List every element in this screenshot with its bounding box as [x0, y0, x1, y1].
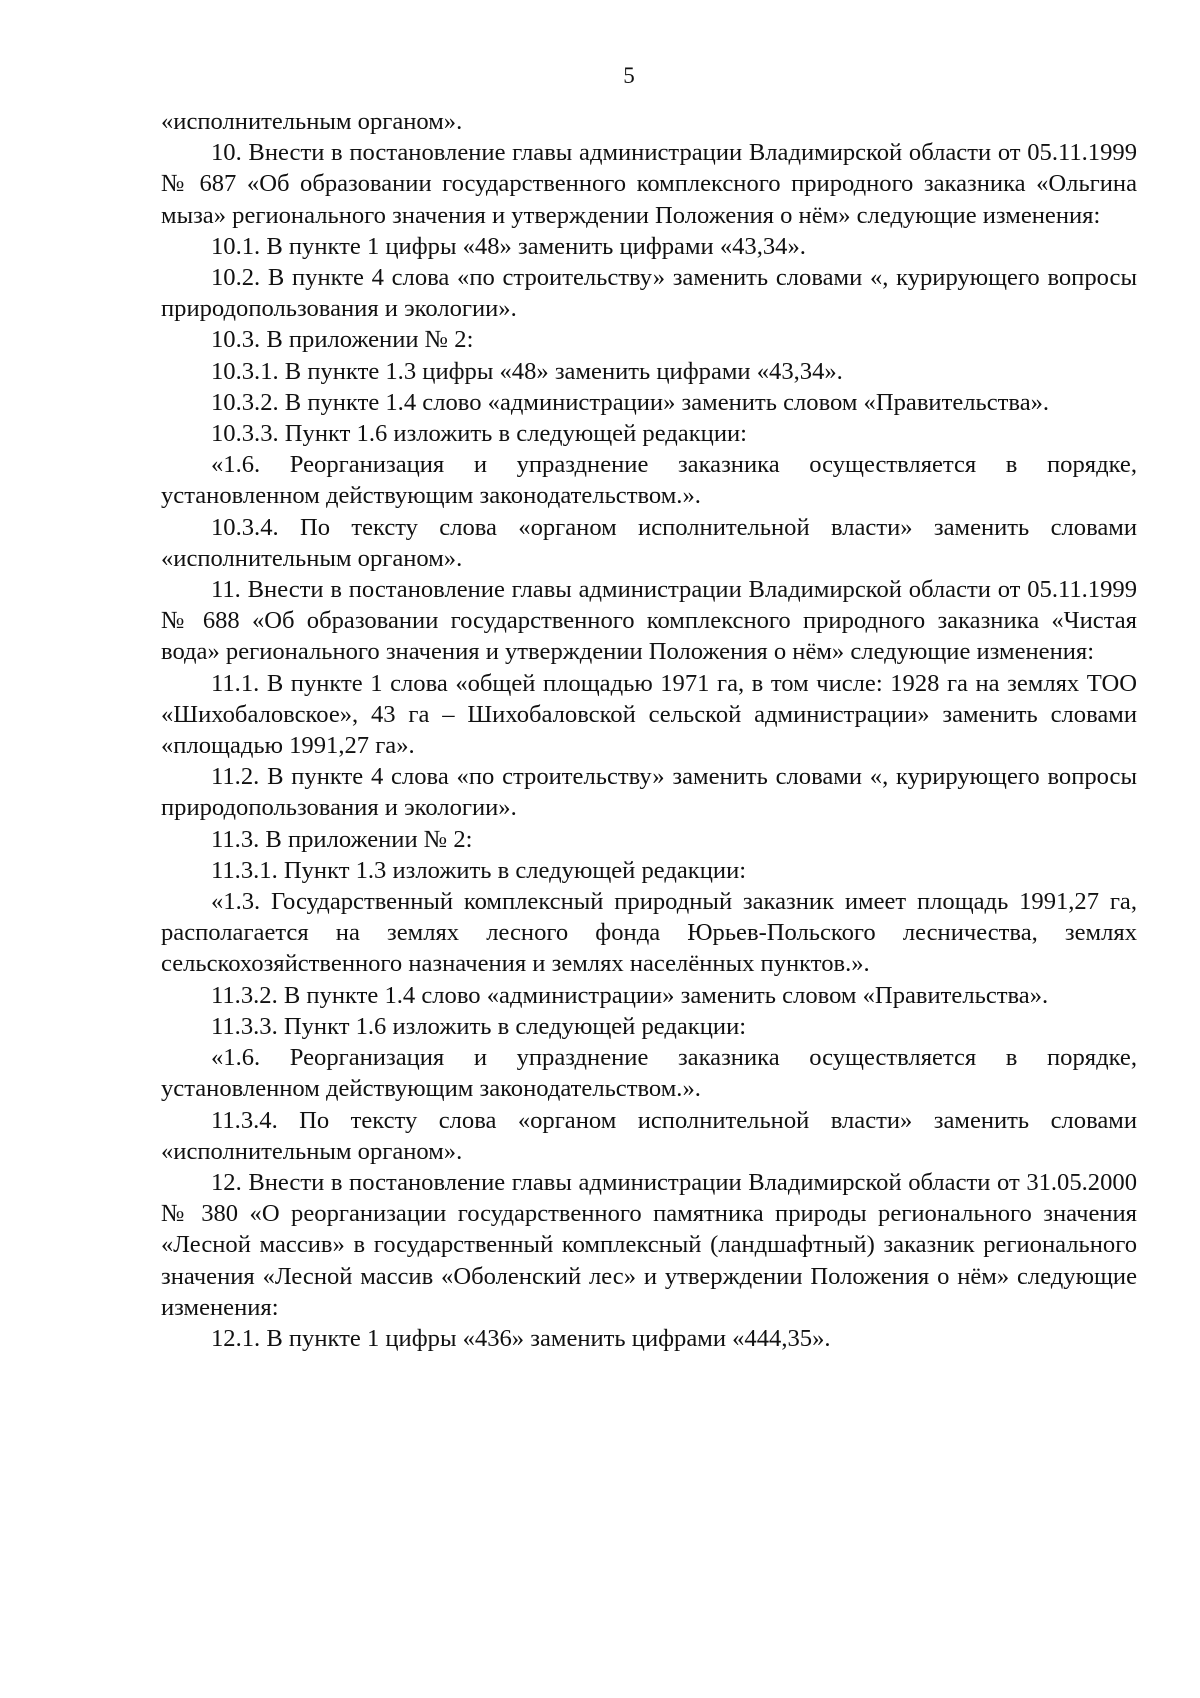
paragraph: 11.1. В пункте 1 слова «общей площадью 1971 га, в том числе: 1928 га на землях ТОО «Шихобаловское», 43 га – Шихобаловской сельской администрации» заменить словами «площадью 1991,27 га». [161, 669, 1137, 760]
paragraph: 11. Внести в постановление главы администрации Владимирской области от 05.11.1999 № 688 «Об образовании государственного комплексного природного заказника «Чистая вода» регионального значения и утверждении Положения о нём» следующие изменения: [161, 576, 1137, 666]
paragraph: «1.6. Реорганизация и упразднение заказника осуществляется в порядке, установленном действующим законодательством.». [161, 451, 1137, 510]
paragraph: 11.3. В приложении № 2: [211, 825, 473, 853]
document-body [161, 106, 1137, 1354]
paragraph: 10. Внести в постановление главы администрации Владимирской области от 05.11.1999 № 687 «Об образовании государственного комплексного природного заказника «Ольгина мыза» регионального значения и утверждении Положения о нём» следующие изменения: [161, 139, 1137, 229]
paragraph: 12. Внести в постановление главы администрации Владимирской области от 31.05.2000 № 380 «О реорганизации государственного памятника природы регионального значения «Лесной массив» в государственный комплексный (ландшафтный) заказник регионального значения «Лесной массив «Оболенский лес» и утверждении Положения о нём» следующие изменения: [161, 1168, 1137, 1321]
paragraph: 10.3.3. Пункт 1.6 изложить в следующей редакции: [211, 420, 747, 448]
paragraph: 10.3.1. В пункте 1.3 цифры «48» заменить цифрами «43,34». [211, 357, 843, 385]
paragraph: 10.3. В приложении № 2: [211, 326, 474, 354]
paragraph: 11.3.1. Пункт 1.3 изложить в следующей редакции: [211, 856, 747, 884]
paragraph: 10.3.2. В пункте 1.4 слово «администрации» заменить словом «Правительства». [211, 388, 1050, 416]
paragraph: 10.1. В пункте 1 цифры «48» заменить цифрами «43,34». [211, 232, 806, 260]
paragraph: 10.2. В пункте 4 слова «по строительству» заменить словами «, курирующего вопросы природопользования и экологии». [161, 264, 1137, 323]
paragraph: 11.3.3. Пункт 1.6 изложить в следующей редакции: [211, 1012, 747, 1040]
paragraph: 11.3.4. По тексту слова «органом исполнительной власти» заменить словами «исполнительным органом». [161, 1106, 1137, 1165]
paragraph: «исполнительным органом». [161, 108, 463, 135]
paragraph: «1.6. Реорганизация и упразднение заказника осуществляется в порядке, установленном действующим законодательством.». [161, 1044, 1137, 1103]
paragraph: 11.2. В пункте 4 слова «по строительству» заменить словами «, курирующего вопросы природопользования и экологии». [161, 763, 1137, 822]
page-number: 5 [623, 63, 635, 88]
paragraph: 11.3.2. В пункте 1.4 слово «администрации» заменить словом «Правительства». [211, 981, 1049, 1009]
paragraph: «1.3. Государственный комплексный природный заказник имеет площадь 1991,27 га, располагается на землях лесного фонда Юрьев-Польского лесничества, землях сельскохозяйственного назначения и землях населённых пунктов.». [161, 888, 1137, 978]
paragraph: 10.3.4. По тексту слова «органом исполнительной власти» заменить словами «исполнительным органом». [161, 513, 1137, 572]
paragraph: 12.1. В пункте 1 цифры «436» заменить цифрами «444,35». [211, 1324, 831, 1352]
